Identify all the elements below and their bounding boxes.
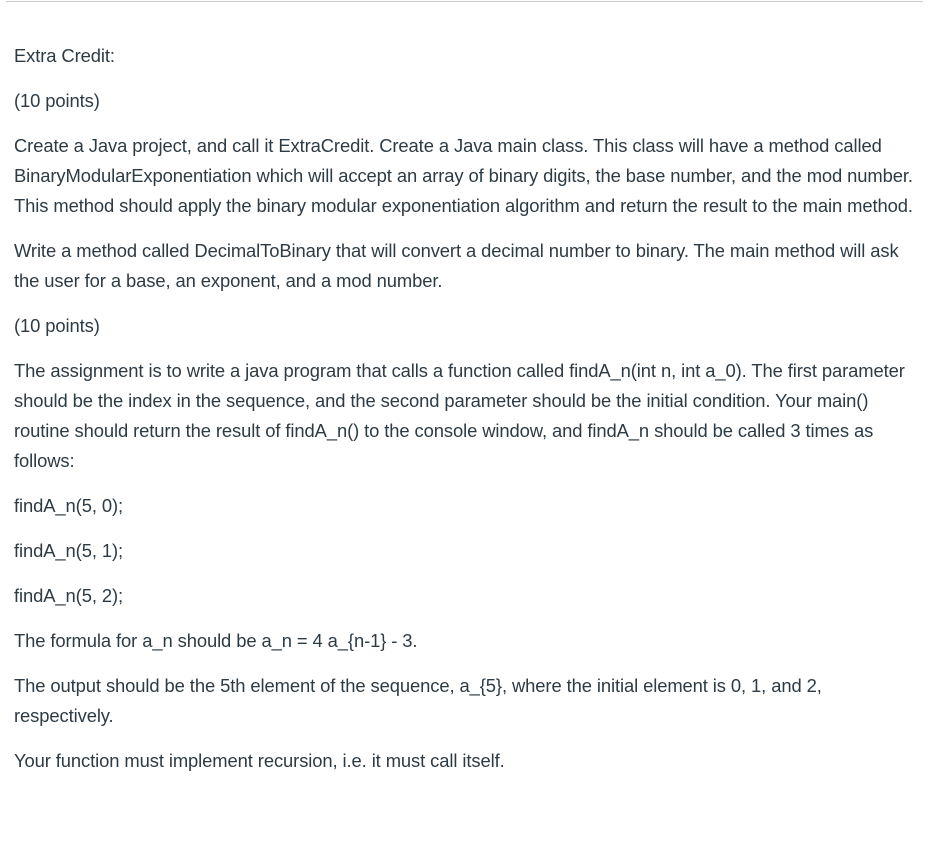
part1-points: (10 points) — [14, 90, 100, 111]
formula-paragraph: The formula for a_n should be a_n = 4 a_{n-1} - 3. — [14, 630, 418, 651]
part2-intro: The assignment is to write a java program that calls a function called findA_n(int n, int a_0). The first parameter should be the index in the sequence, and the second parameter should be the initial condition. Your main() routine should return the result of findA_n() to the console window, and findA_n should be called 3 times as follows: — [14, 360, 905, 471]
assignment-content — [14, 41, 926, 791]
function-call-1: findA_n(5, 0); — [14, 495, 124, 516]
function-call-2: findA_n(5, 1); — [14, 540, 124, 561]
part1-paragraph-1: Create a Java project, and call it ExtraCredit. Create a Java main class. This class will have a method called BinaryModularExponentiation which will accept an array of binary digits, the base number, and the mod number. This method should apply the binary modular exponentiation algorithm and return the result to the main method. — [14, 135, 913, 216]
output-paragraph: The output should be the 5th element of the sequence, a_{5}, where the initial element is 0, 1, and 2, respectively. — [14, 675, 822, 726]
function-call-3: findA_n(5, 2); — [14, 585, 124, 606]
top-divider — [6, 1, 923, 2]
recursion-paragraph: Your function must implement recursion, i.e. it must call itself. — [14, 750, 505, 771]
part2-points: (10 points) — [14, 315, 100, 336]
part1-paragraph-2: Write a method called DecimalToBinary that will convert a decimal number to binary. The main method will ask the user for a base, an exponent, and a mod number. — [14, 240, 899, 291]
extra-credit-heading: Extra Credit: — [14, 45, 115, 66]
